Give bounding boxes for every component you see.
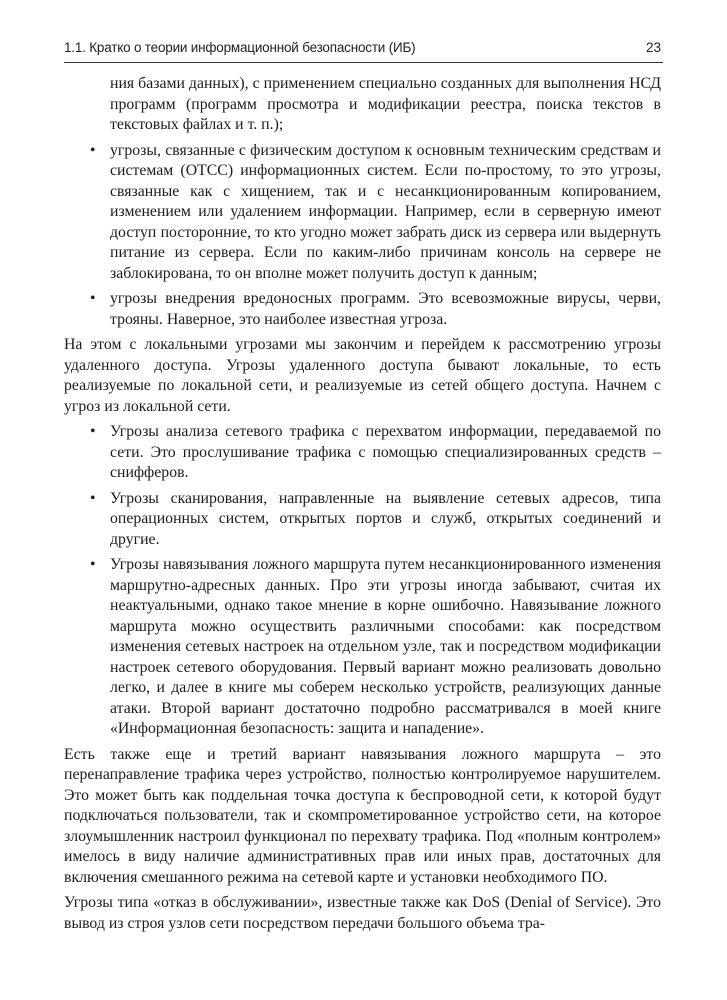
list-item-malware-threats: • угрозы внедрения вредоносных программ. Это всевозможные вирусы, черви, трояны. Наверное, это наиболее известная угроза. (87, 289, 661, 330)
list-item-traffic-analysis-threats: • Угрозы анализа сетевого трафика с перехватом информации, передаваемой по сети. Это прослушивание трафика с помощью специализированных средств – снифферов. (87, 422, 661, 484)
paragraph-remote-access: На этом с локальными угрозами мы закончим и перейдем к рассмотрению угрозы удаленного доступа. Угрозы удаленного доступа бывают локальные, то есть реализуемые по локальной сети, и реализуемые из сетей общего доступа. Начнем с угроз из локальной сети. (64, 336, 661, 415)
network-threats-list (87, 422, 661, 740)
list-item-false-route-threats: • Угрозы навязывания ложного маршрута путем несанкционированного изменения маршрутно-адресных данных. Про эти угрозы иногда забывают, считая их неактуальными, однако такое мнение в корне ошибочно. Навязывание ложного маршрута можно осуществить различными способами: как посредством изменения сетевых настроек на отдельном узле, так и посредством модификации настроек сетевого оборудования. Первый вариант можно реализовать довольно легко, и далее в книге мы соберем несколько устройств, реализующих данные атаки. Второй вариант достаточно подробно рассматривался в моей книге «Информационная безопасность: защита и нападение». (87, 555, 661, 740)
running-header (64, 36, 663, 63)
running-title: 1.1. Кратко о теории информационной безопасности (ИБ) (64, 40, 416, 55)
page-number: 23 (645, 40, 661, 55)
paragraph-traffic-redirection: Есть также еще и третий вариант навязывания ложного маршрута – это перенаправление трафика через устройство, полностью контролируемое нарушителем. Это может быть как поддельная точка доступа к беспроводной сети, к которой будут подключаться пользователи, так и скомпрометированное устройство сети, на которое злоумышленник настроил функционал по перехвату трафика. Под «полным контролем» имелось в виду наличие административных прав или иных прав, достаточных для включения смешанного режима на сетевой карте и установки необходимого ПО. (64, 745, 661, 886)
paragraph-dos-threats: Угрозы типа «отказ в обслуживании», известные также как DoS (Denial of Service). Это вывод из строя узлов сети посредством передачи большого объема тра- (64, 894, 661, 932)
page-body (64, 74, 661, 939)
local-threats-list (87, 141, 661, 331)
list-item-continuation: ния базами данных), с применением специально созданных для выполнения НСД программ (программ просмотра и модификации реестра, поиска текстов в текстовых файлах и т. п.); (110, 75, 661, 133)
list-item-physical-access-threats: • угрозы, связанные с физическим доступом к основным техническим средствам и системам (ОТСС) информационных систем. Если по-простому, то это угрозы, связанные как с хищением, так и с несанкционированным копированием, изменением или удалением информации. Например, если в серверную имеют доступ посторонние, то кто угодно может забрать диск из сервера или выдернуть питание из сервера. Если по каким-либо причинам консоль на сервере не заблокирована, то он вполне может получить доступ к данным; (87, 141, 661, 285)
list-item-scanning-threats: • Угрозы сканирования, направленные на выявление сетевых адресов, типа операционных систем, открытых портов и служб, открытых соединений и другие. (87, 489, 661, 551)
